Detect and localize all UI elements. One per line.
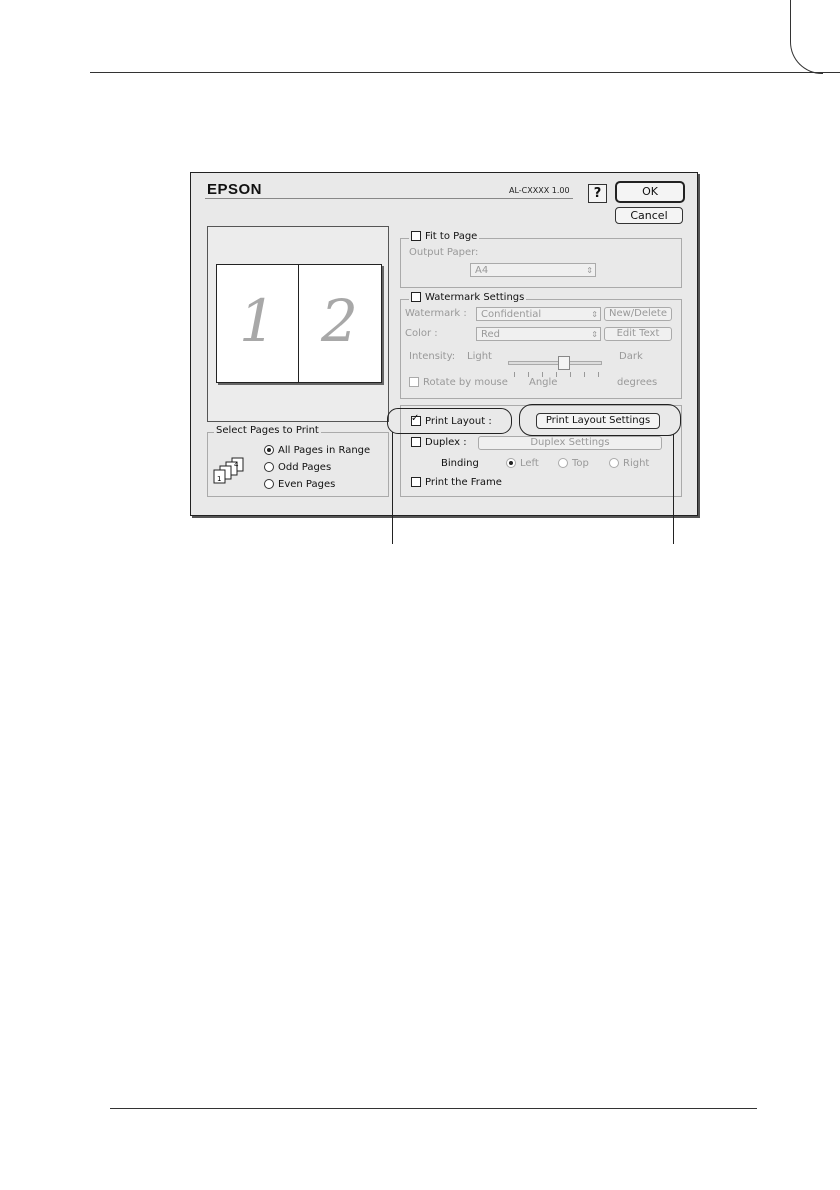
binding-label: Binding — [441, 458, 479, 469]
angle-label: Angle — [529, 377, 558, 388]
degrees-label: degrees — [617, 377, 658, 388]
radio-selected-icon — [506, 458, 516, 468]
radio-selected-icon — [264, 445, 274, 455]
print-layout-label: Print Layout : — [425, 416, 492, 427]
callout-leader-line — [392, 432, 393, 544]
checkbox-icon — [411, 231, 421, 241]
radio-icon — [558, 458, 568, 468]
color-value: Red — [481, 329, 500, 340]
checkbox-icon — [411, 437, 421, 447]
checkbox-icon — [411, 292, 421, 302]
slider-ticks — [514, 372, 602, 378]
stepper-arrows-icon: ⇕ — [586, 266, 593, 275]
slider-track — [508, 361, 602, 365]
svg-text:4: 4 — [234, 461, 239, 469]
watermark-checkbox[interactable] — [409, 292, 526, 303]
output-paper-label: Output Paper: — [409, 247, 479, 258]
print-layout-settings-button[interactable]: Print Layout Settings — [536, 413, 660, 429]
watermark-label: Watermark : — [405, 308, 467, 319]
binding-top-radio[interactable] — [558, 458, 589, 469]
checkbox-icon — [411, 477, 421, 487]
page-footer-rule — [110, 1108, 757, 1109]
preview-sheet — [216, 264, 382, 383]
even-pages-radio[interactable] — [264, 479, 335, 490]
select-pages-group — [207, 425, 389, 497]
slider-thumb[interactable] — [558, 356, 570, 370]
output-paper-value: A4 — [475, 265, 489, 276]
page-header-corner — [790, 0, 823, 74]
watermark-group — [400, 292, 682, 399]
dark-label: Dark — [619, 351, 643, 362]
help-button[interactable]: ? — [588, 184, 607, 203]
epson-logo: EPSON — [207, 181, 263, 198]
all-pages-label: All Pages in Range — [278, 445, 371, 456]
page-header-rule — [90, 72, 840, 73]
rotate-by-mouse-label: Rotate by mouse — [423, 377, 508, 388]
callout-print-layout — [387, 408, 512, 434]
intensity-slider[interactable] — [508, 356, 602, 370]
fit-to-page-label: Fit to Page — [425, 231, 478, 242]
pages-stack-icon — [212, 457, 248, 485]
output-paper-select[interactable] — [470, 263, 596, 277]
binding-left-label: Left — [520, 458, 539, 469]
print-frame-label: Print the Frame — [425, 477, 502, 488]
binding-right-label: Right — [623, 458, 650, 469]
ok-button[interactable]: OK — [615, 181, 685, 203]
color-select[interactable] — [476, 327, 601, 341]
duplex-settings-button[interactable]: Duplex Settings — [478, 436, 662, 450]
fit-to-page-group — [400, 231, 682, 288]
binding-left-radio[interactable] — [506, 458, 539, 469]
radio-icon — [609, 458, 619, 468]
watermark-select[interactable] — [476, 307, 601, 321]
edit-text-button[interactable]: Edit Text — [604, 327, 672, 341]
intensity-label: Intensity: — [409, 351, 456, 362]
binding-top-label: Top — [572, 458, 589, 469]
watermark-value: Confidential — [481, 309, 542, 320]
cancel-button[interactable]: Cancel — [615, 207, 683, 224]
watermark-settings-label: Watermark Settings — [425, 292, 525, 303]
print-layout-dialog — [190, 172, 698, 516]
stepper-arrows-icon: ⇕ — [591, 330, 598, 339]
checkbox-icon — [409, 377, 419, 387]
svg-text:1: 1 — [217, 475, 222, 483]
callout-print-layout-settings — [519, 404, 681, 436]
stepper-arrows-icon: ⇕ — [591, 310, 598, 319]
duplex-checkbox[interactable] — [411, 437, 467, 448]
radio-icon — [264, 479, 274, 489]
select-pages-title: Select Pages to Print — [216, 425, 319, 436]
light-label: Light — [467, 351, 492, 362]
header-divider — [205, 198, 573, 199]
odd-pages-radio[interactable] — [264, 462, 331, 473]
radio-icon — [264, 462, 274, 472]
print-frame-checkbox[interactable] — [411, 477, 502, 488]
duplex-label: Duplex : — [425, 437, 467, 448]
layout-preview — [207, 226, 389, 422]
rotate-by-mouse-checkbox[interactable] — [409, 377, 508, 388]
all-pages-radio[interactable] — [264, 445, 370, 456]
preview-page-1: 1 — [239, 287, 276, 355]
driver-version: AL-CXXXX 1.00 — [509, 186, 570, 195]
preview-page-2: 2 — [321, 287, 358, 355]
even-pages-label: Even Pages — [278, 479, 336, 490]
odd-pages-label: Odd Pages — [278, 462, 332, 473]
binding-right-radio[interactable] — [609, 458, 649, 469]
color-label: Color : — [405, 328, 438, 339]
fit-to-page-checkbox[interactable] — [409, 231, 479, 242]
callout-leader-line — [673, 434, 674, 544]
new-delete-button[interactable]: New/Delete — [604, 307, 672, 321]
